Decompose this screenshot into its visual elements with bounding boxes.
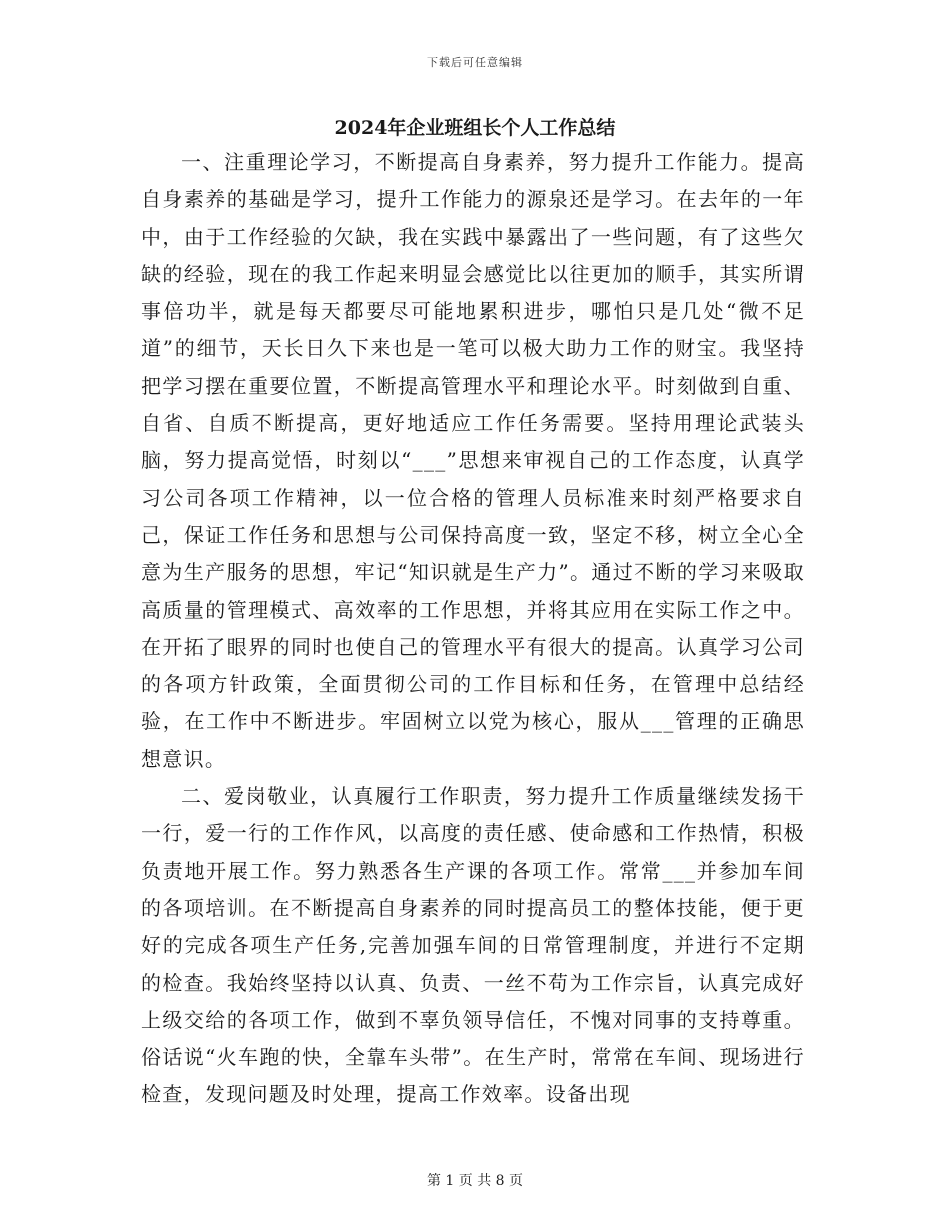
body-paragraph-1: 一、注重理论学习，不断提高自身素养，努力提升工作能力。提高自身素养的基础是学习，提升工作能力的源泉还是学习。在去年的一年中，由于工作经验的欠缺，我在实践中暴露出了一些问题，有了这些欠缺的经验，现在的我工作起来明显会感觉比以往更加的顺手，其实所谓事倍功半，就是每天都要尽可能地累积进步，哪怕只是几处“微不足道”的细节，天长日久下来也是一笔可以极大助力工作的财宝。我坚持把学习摆在重要位置，不断提高管理水平和理论水平。时刻做到自重、自省、自质不断提高，更好地适应工作任务需要。坚持用理论武装头脑，努力提高觉悟，时刻以“___”思想来审视自己的工作态度，认真学习公司各项工作精神，以一位合格的管理人员标准来时刻严格要求自己，保证工作任务和思想与公司保持高度一致，坚定不移，树立全心全意为生产服务的思想，牢记“知识就是生产力”。通过不断的学习来吸取高质量的管理模式、高效率的工作思想，并将其应用在实际工作之中。在开拓了眼界的同时也使自己的管理水平有很大的提高。认真学习公司的各项方针政策，全面贯彻公司的工作目标和任务，在管理中总结经验，在工作中不断进步。牢固树立以党为核心，服从___管理的正确思想意识。 [141,150,805,771]
page-number-footer: 第 1 页 共 8 页 [426,1173,524,1189]
document-title: 2024年企业班组长个人工作总结 [334,117,616,139]
page-header-note: 下载后可任意编辑 [427,56,523,69]
body-paragraph-2: 二、爱岗敬业，认真履行工作职责，努力提升工作质量继续发扬干一行，爱一行的工作作风，以高度的责任感、使命感和工作热情，积极负责地开展工作。努力熟悉各生产课的各项工作。常常___并参加车间的各项培训。在不断提高自身素养的同时提高员工的整体技能，便于更好的完成各项生产任务,完善加强车间的日常管理制度，并进行不定期的检查。我始终坚持以认真、负责、一丝不苟为工作宗旨，认真完成好上级交给的各项工作，做到不辜负领导信任，不愧对同事的支持尊重。俗话说“火车跑的快，全靠车头带”。在生产时，常常在车间、现场进行检查，发现问题及时处理，提高工作效率。设备出现 [141,784,805,1107]
document-body [141,144,805,1114]
